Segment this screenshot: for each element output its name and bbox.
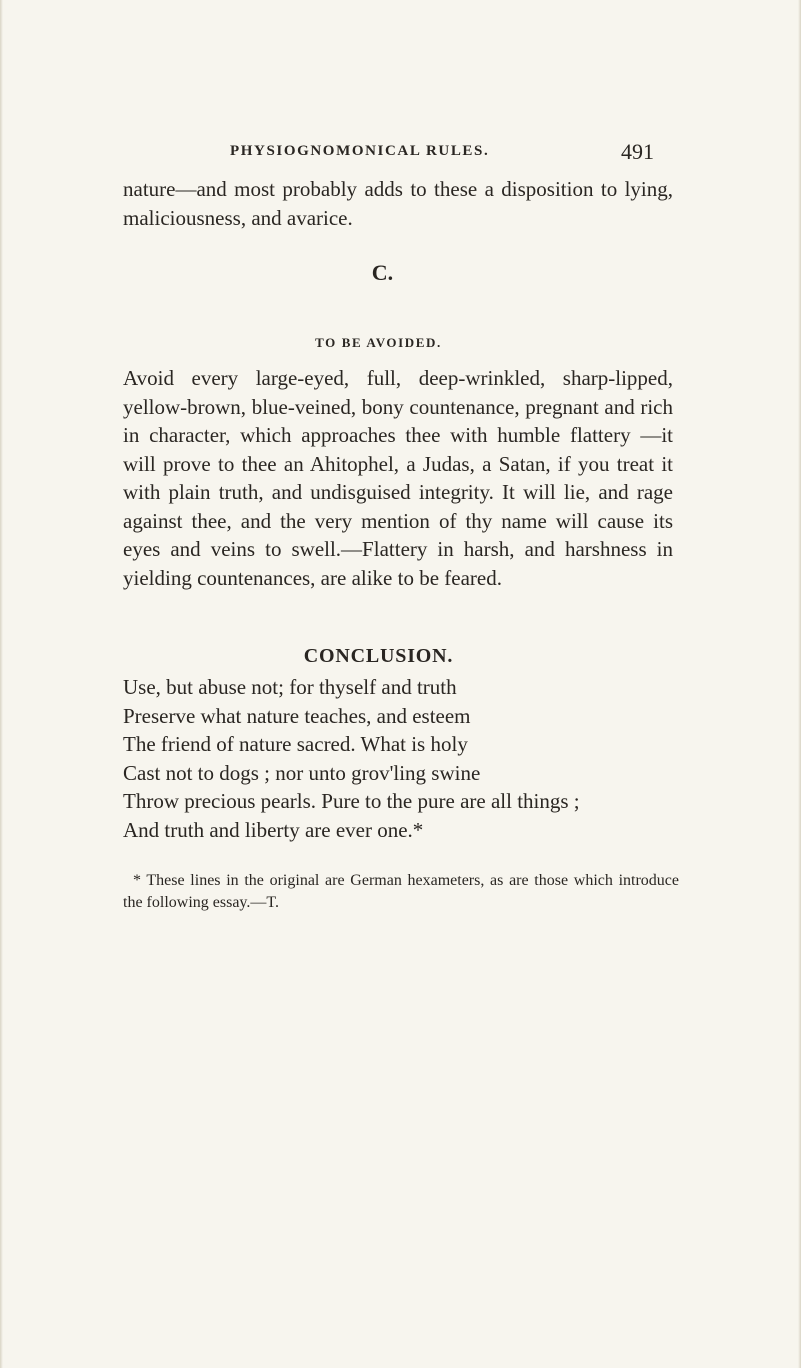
paragraph-continuation: nature—and most probably adds to these a disposition to lying, maliciousness, and avarice.: [123, 177, 673, 230]
section-subheading: TO BE AVOIDED.: [315, 335, 442, 350]
page-number: 491: [621, 139, 654, 164]
page-edge-left: [0, 0, 3, 1368]
verse-line: Cast not to dogs ; nor unto grov'ling swine: [123, 760, 481, 785]
verse-line: Preserve what nature teaches, and esteem: [123, 703, 471, 728]
section-paragraph: Avoid every large-eyed, full, deep-wrinkled, sharp-lipped, yellow-brown, blue-veined, bony countenance, pregnant and rich in character, which approaches thee with humble flattery —it will prove to thee an Ahitophel, a Judas, a Satan, if you treat it with plain truth, and undisguised integrity. It will lie, and rage against thee, and the very mention of thy name will cause its eyes and veins to swell.—Flattery in harsh, and harshness in yielding countenances, are alike to be feared.: [123, 366, 673, 590]
conclusion-verse: [123, 673, 580, 844]
running-title: PHYSIOGNOMONICAL RULES.: [230, 143, 490, 159]
conclusion-heading: CONCLUSION.: [303, 645, 454, 667]
verse-line: Use, but abuse not; for thyself and truth: [123, 675, 457, 699]
footnote: * These lines in the original are German hexameters, as are those which introduce the following essay.—T.: [123, 872, 679, 911]
running-head: [0, 139, 801, 167]
section-letter-heading: C.: [371, 260, 394, 285]
verse-line: And truth and liberty are ever one.*: [123, 817, 424, 842]
verse-line: Throw precious pearls. Pure to the pure are all things ;: [123, 789, 580, 813]
verse-line: The friend of nature sacred. What is holy: [123, 732, 468, 756]
